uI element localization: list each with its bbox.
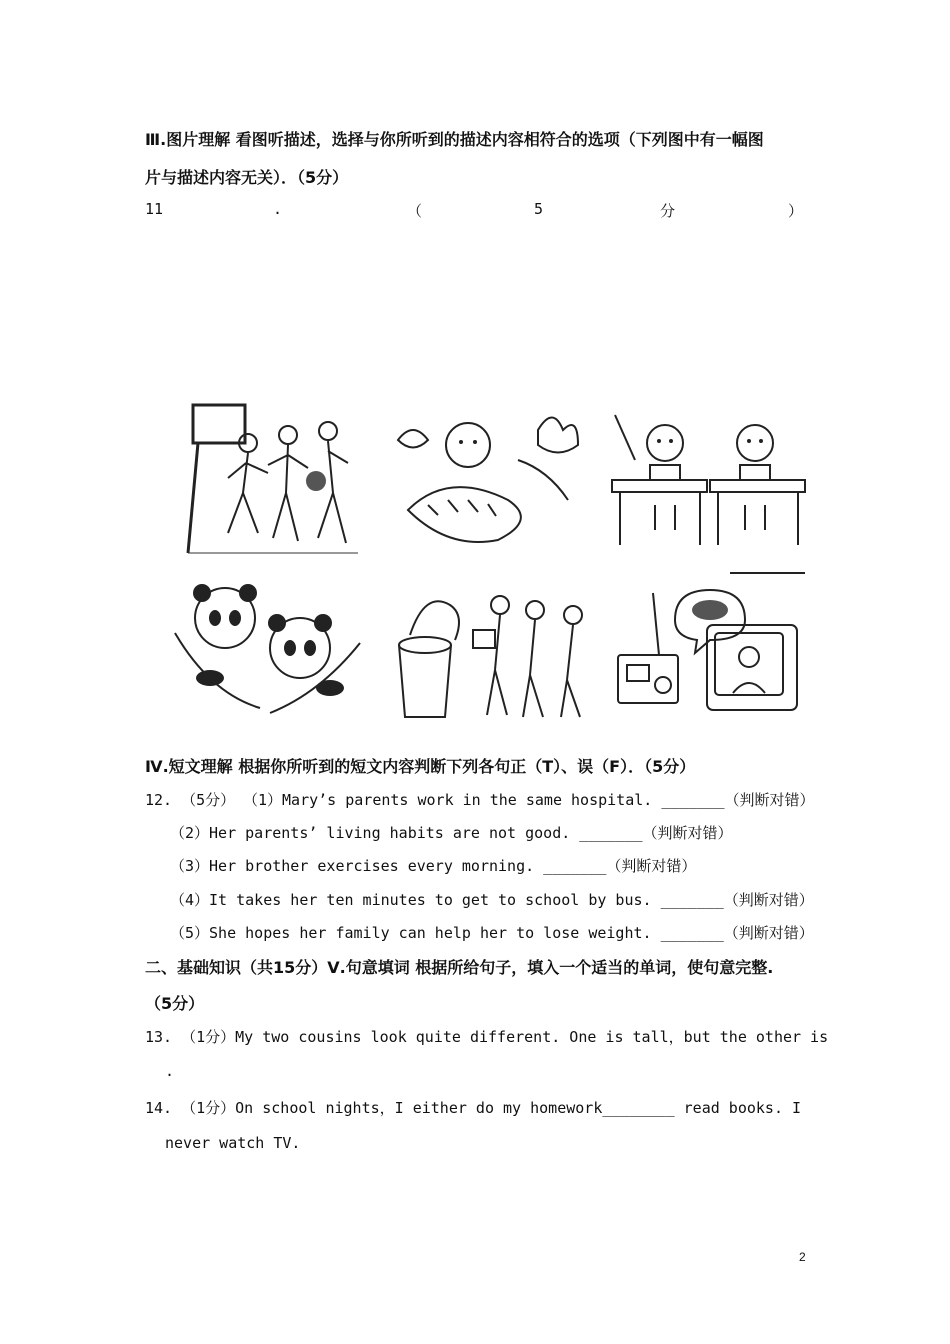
q11-dot: . <box>273 200 283 218</box>
students-at-desks-icon <box>610 405 810 577</box>
section-3-title-line2: 片与描述内容无关）．（5分） <box>145 168 349 187</box>
q11-close-paren: ） <box>788 202 804 220</box>
q13-line1: 13. （1分）My two cousins look quite different. One is tall，but the other is <box>145 1028 829 1046</box>
section-3-title-line1: Ⅲ.图片理解 看图听描述，选择与你所听到的描述内容相符合的选项（下列图中有一幅图 <box>145 130 764 149</box>
radio-and-tv-weather-icon <box>615 585 805 725</box>
q11-open-paren: （ <box>407 202 423 220</box>
part-2-title-line2: （5分） <box>145 994 205 1013</box>
q11-number: 11 <box>145 200 164 218</box>
part-2-title-line1: 二、基础知识（共15分）Ⅴ.句意填词 根据所给句子，填入一个适当的单词，使句意完整. <box>145 958 774 977</box>
page-number: 2 <box>799 1250 806 1264</box>
q13-line2: . <box>165 1062 175 1080</box>
boy-with-fish-and-lotus-icon <box>388 400 598 550</box>
q11-score: 5 <box>534 200 544 218</box>
q14-line1: 14. （1分）On school nights，I either do my homework________ read books. I <box>145 1099 802 1117</box>
q11-unit: 分 <box>660 202 676 220</box>
people-recycling-icon <box>395 585 595 725</box>
two-pandas-bamboo-icon <box>170 573 365 718</box>
q12-item-5: （5）She hopes her family can help her to lose weight. _______（判断对错） <box>170 924 814 942</box>
basketball-players-icon <box>168 393 373 565</box>
q12-item-4: （4）It takes her ten minutes to get to school by bus. _______（判断对错） <box>170 891 814 909</box>
q12-item-3: （3）Her brother exercises every morning. _______（判断对错） <box>170 857 697 875</box>
q12-item-2: （2）Her parents’ living habits are not good. _______（判断对错） <box>170 824 733 842</box>
q14-line2: never watch TV. <box>165 1134 301 1152</box>
q12-prefix: 12. （5分） <box>145 791 236 809</box>
q12-item-1: （1）Mary’s parents work in the same hospital. _______（判断对错） <box>243 791 815 809</box>
section-4-title: Ⅳ.短文理解 根据你所听到的短文内容判断下列各句正（T）、误（F）．（5分） <box>145 757 696 776</box>
